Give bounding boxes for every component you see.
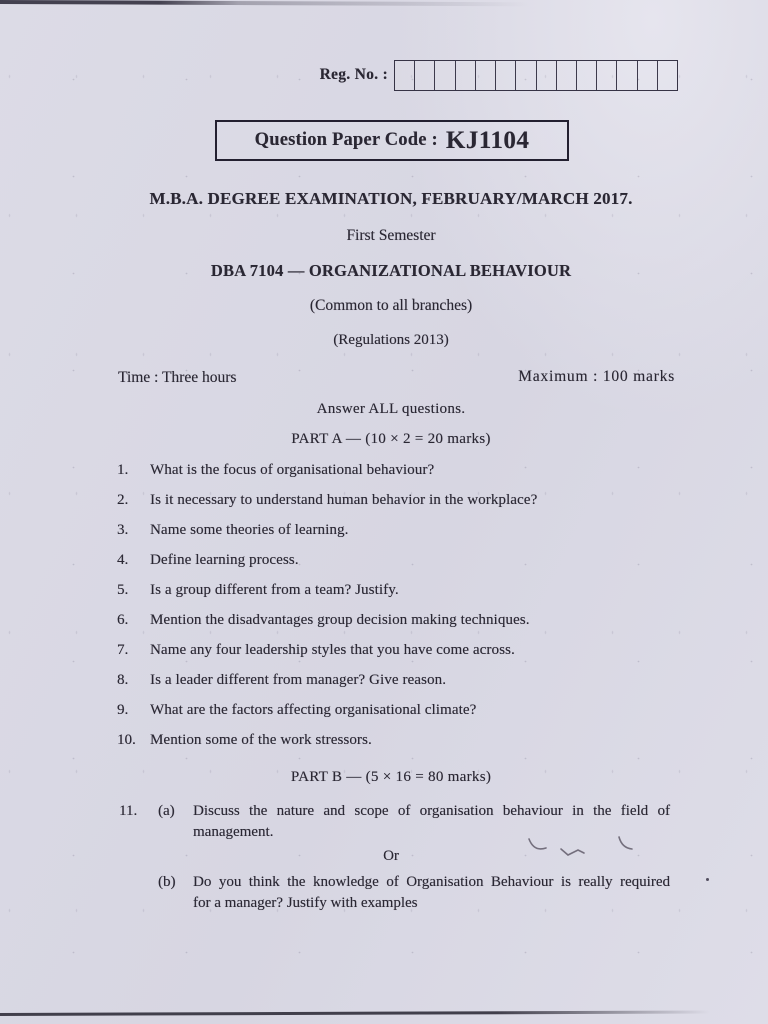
reg-no-cell [395,61,414,90]
question-number: 9. [117,702,129,718]
reg-no-cell [596,61,616,90]
course-title: DBA 7104 — ORGANIZATIONAL BEHAVIOUR [210,261,572,280]
question-text: What are the factors affecting organisational climate? [150,702,477,718]
part-a-question-row [0,522,768,552]
option-b-text [193,872,670,914]
question-number: 4. [117,552,129,568]
reg-no-cell [657,61,677,90]
part-a-question-row [0,702,768,732]
question-number: 1. [117,462,129,478]
question-text: Is it necessary to understand human behavior in the workplace? [150,492,538,508]
part-a-heading: PART A — (10 × 2 = 20 marks) [291,431,491,447]
reg-no-cell [515,61,535,90]
reg-no-cell [455,61,475,90]
or-separator: Or [383,848,399,864]
part-a-question-row [0,672,768,702]
option-a-line-2: management. [193,824,274,840]
part-a-question-row [0,552,768,582]
question-number: 6. [117,612,129,628]
reg-no-cell [556,61,576,90]
time-allowed: Time : Three hours [118,369,237,386]
question-number: 8. [117,672,129,688]
reg-no-cell [475,61,495,90]
question-paper-code-box [215,120,569,161]
scan-edge-top [0,0,530,6]
regulation-note: (Regulations 2013) [333,332,449,348]
option-a-line-1: Discuss the nature and scope of organisation behaviour in the field of [193,803,670,819]
question-text: Name some theories of learning. [150,522,349,538]
question-11b-row [0,872,768,914]
option-a-label: (a) [158,803,175,819]
question-text: Mention the disadvantages group decision making techniques. [150,612,530,628]
option-b-line-2: for a manager? Justify with examples [193,895,418,911]
scan-edge-bottom [0,1011,710,1017]
ink-smudge [523,834,643,862]
part-a-question-row [0,492,768,522]
question-number: 5. [117,582,129,598]
question-number: 7. [117,642,129,658]
part-a-question-row [0,612,768,642]
question-number: 3. [117,522,129,538]
question-text: Define learning process. [150,552,299,568]
reg-no-cell [616,61,636,90]
semester-line: First Semester [346,227,436,244]
part-a-question-row [0,642,768,672]
maximum-marks: Maximum : 100 marks [518,368,675,385]
part-a-question-row [0,582,768,612]
question-number: 2. [117,492,129,508]
question-text: Name any four leadership styles that you have come across. [150,642,515,658]
common-note: (Common to all branches) [309,297,473,314]
question-11a-row [0,801,768,843]
answer-instruction: Answer ALL questions. [316,401,466,417]
reg-no-boxes [394,60,678,91]
question-text: What is the focus of organisational behaviour? [150,462,435,478]
option-b-label: (b) [158,874,176,890]
ink-dot [706,878,709,881]
reg-no-label: Reg. No. : [319,66,388,83]
question-number: 10. [117,732,136,748]
question-text: Is a group different from a team? Justify. [150,582,399,598]
reg-no-cell [576,61,596,90]
part-b-heading: PART B — (5 × 16 = 80 marks) [290,769,492,785]
question-text: Mention some of the work stressors. [150,732,372,748]
exam-title: M.B.A. DEGREE EXAMINATION, FEBRUARY/MARCH 2017. [149,189,633,208]
question-paper-code-value: KJ1104 [445,126,530,154]
reg-no-cell [495,61,515,90]
question-number: 11. [119,803,138,819]
part-a-question-row [0,732,768,762]
question-paper-code-label: Question Paper Code : [254,130,438,150]
question-text: Is a leader different from manager? Give reason. [150,672,447,688]
reg-no-cell [536,61,556,90]
part-a-list [0,462,768,762]
reg-no-cell [414,61,434,90]
reg-no-cell [637,61,657,90]
option-b-line-1: Do you think the knowledge of Organisation Behaviour is really required [193,874,670,890]
part-a-question-row [0,462,768,492]
reg-no-cell [434,61,454,90]
